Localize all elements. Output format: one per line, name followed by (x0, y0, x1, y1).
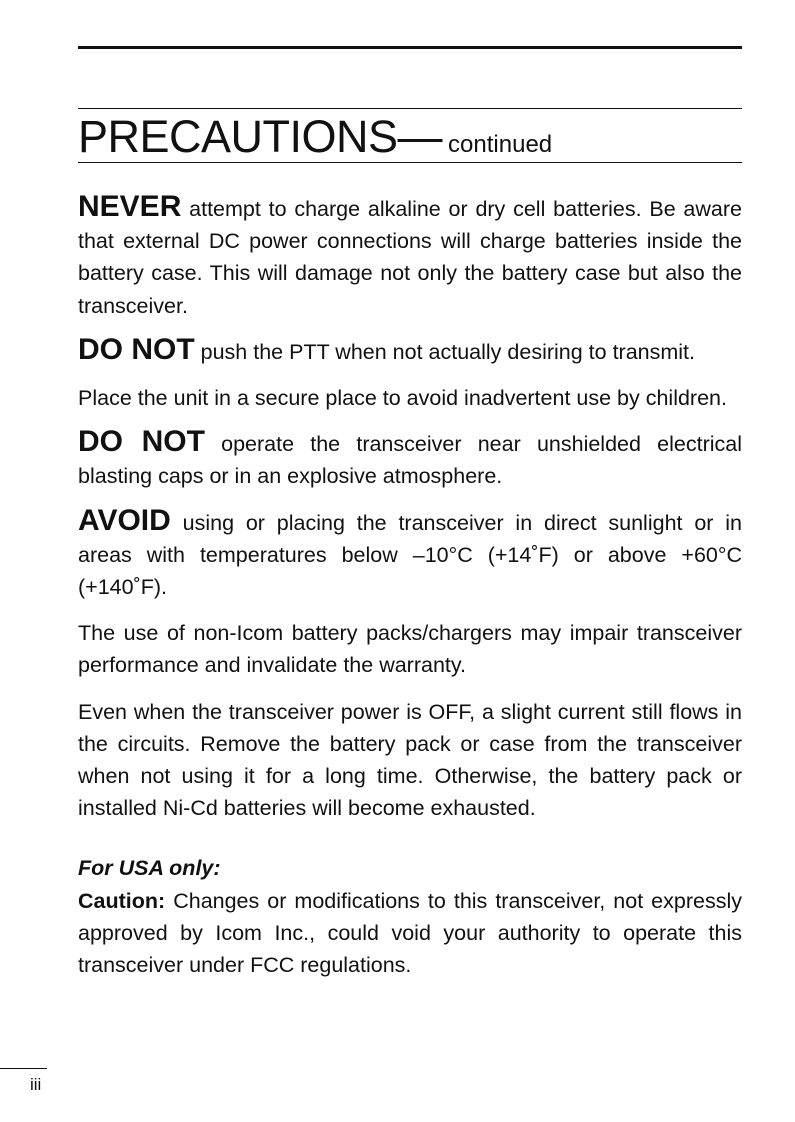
precaution-paragraph (78, 425, 742, 492)
title-subtitle: continued (448, 131, 553, 158)
caution-label: Caution: (78, 888, 166, 913)
caution-text: Changes or modifications to this transceiver, not expressly approved by Icom Inc., could void your authority to operate this transceiver under FCC regulations. (78, 888, 742, 978)
precaution-paragraph (78, 190, 742, 322)
paragraph-lead: NEVER (78, 190, 182, 223)
precaution-paragraph (78, 332, 742, 368)
paragraph-text: The use of non-Icom battery packs/chargers may impair transceiver performance and invalidate the warranty. (78, 621, 742, 678)
top-rule (78, 46, 742, 49)
paragraph-text: push the PTT when not actually desiring to transmit. (194, 339, 695, 364)
title-rule-top (78, 108, 742, 109)
paragraph-lead: DO NOT (78, 332, 195, 366)
paragraph-text: using or placing the transceiver in direct sunlight or in areas with temperatures below –10°C (+14˚F) or above +60°C (+140˚F). (78, 510, 742, 600)
paragraph-text: operate the transceiver near unshielded electrical blasting caps or in an explosive atmosphere. (78, 432, 742, 489)
paragraph-lead: AVOID (78, 503, 171, 537)
page-number: iii (30, 1075, 42, 1094)
title-rule-bottom (78, 162, 742, 163)
precaution-paragraph (78, 382, 742, 414)
paragraph-text: Place the unit in a secure place to avoid inadvertent use by children. (78, 386, 727, 411)
precaution-paragraph (78, 503, 742, 604)
precautions-body (78, 190, 742, 981)
paragraph-text: attempt to charge alkaline or dry cell batteries. Be aware that external DC power connections will charge batteries inside the battery case. This will damage not only the battery case but also the transceiver. (78, 197, 742, 318)
page-title (78, 113, 552, 172)
paragraph-text: Even when the transceiver power is OFF, a slight current still flows in the circuits. Remove the battery pack or case from the transceiver when not using it for a long time. Otherwise, the battery pack or installed Ni-Cd batteries will become exhausted. (78, 699, 742, 821)
precaution-paragraph (78, 617, 742, 681)
footer-rule (0, 1068, 47, 1069)
usa-only-heading: For USA only: (78, 856, 221, 881)
precaution-paragraph (78, 696, 742, 825)
paragraph-lead: DO NOT (78, 425, 205, 459)
fcc-caution-paragraph (78, 885, 742, 982)
title-main: PRECAUTIONS— (78, 111, 443, 162)
